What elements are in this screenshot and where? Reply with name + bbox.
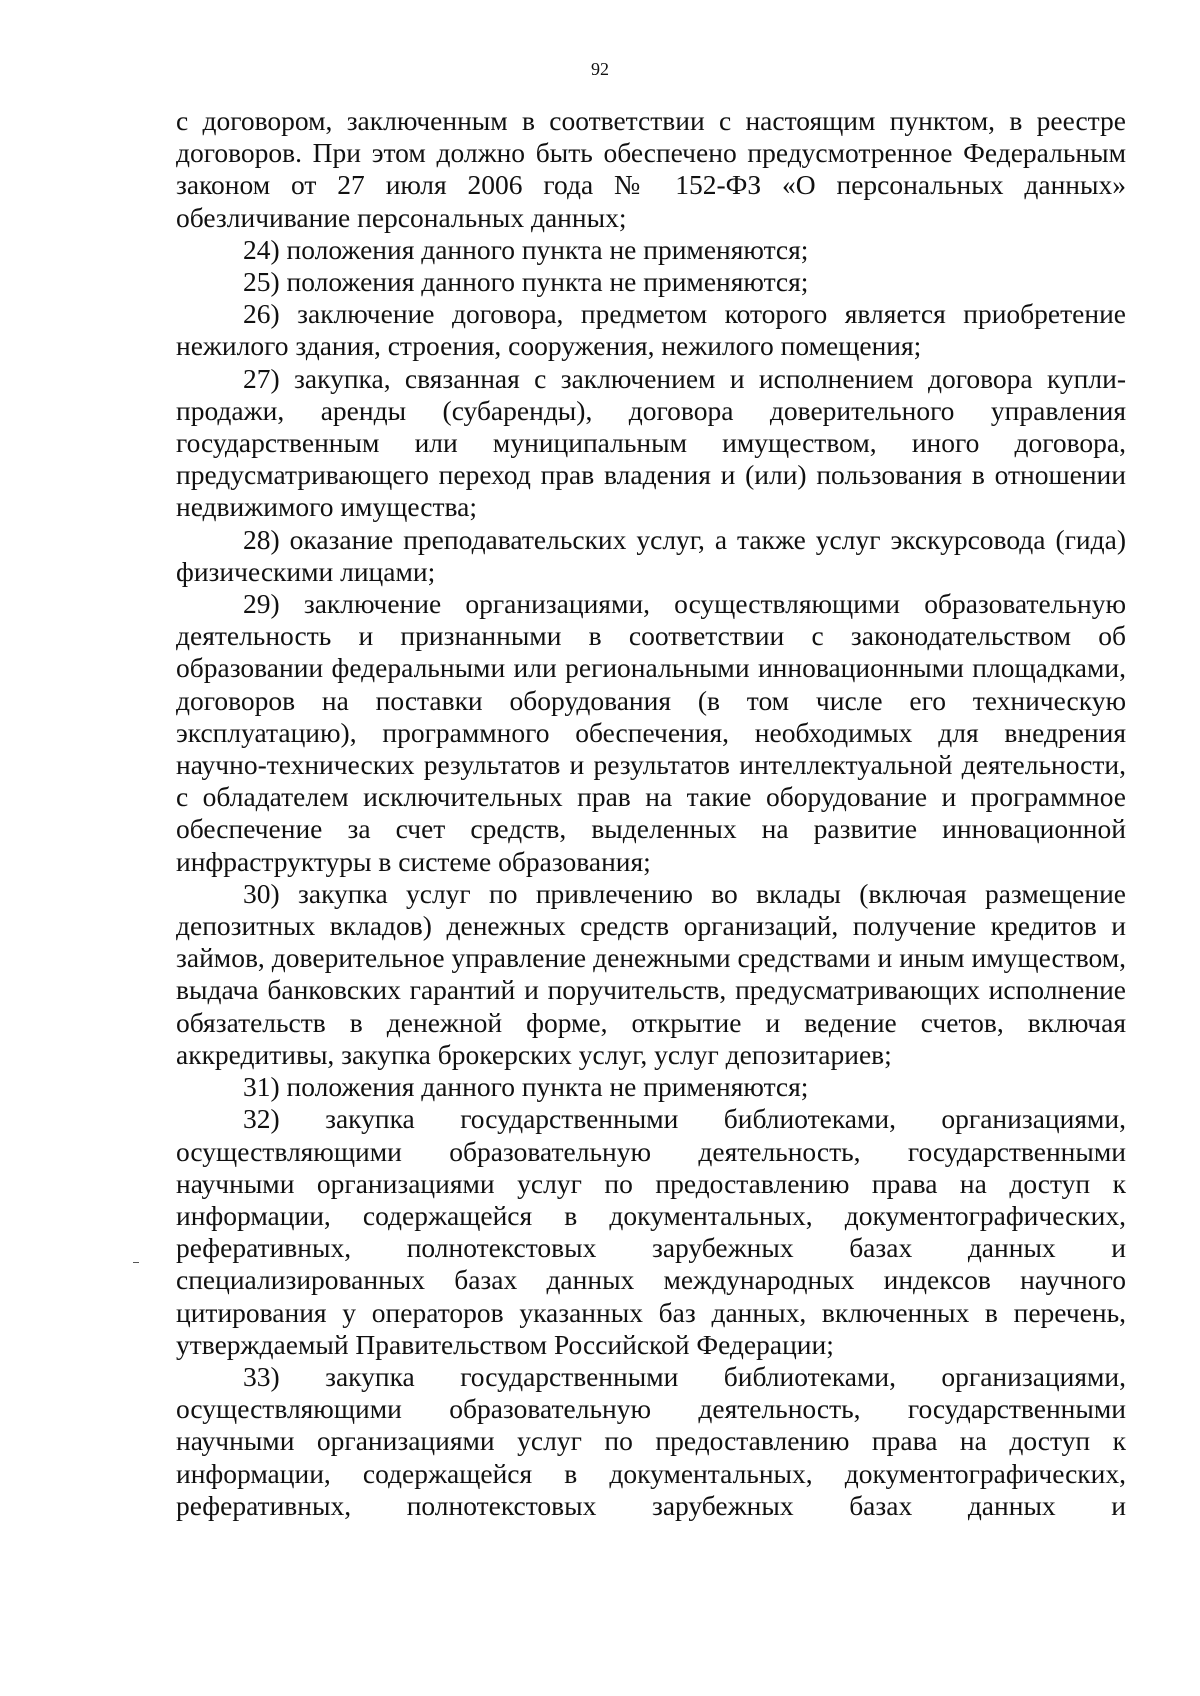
list-item-32: 32) закупка государственными библиотеками, организациями, осуществляющими образовательную деятельность, государственными научными организациями услуг по предоставлению права на доступ к информации, содержащейся в документальных, документографических, реферативных, полнотекстовых зарубежных базах данных и специализированных базах данных международных индексов научного цитирования у операторов указанных баз данных, включенных в перечень, утверждаемый Правительством Российской Федерации;: [176, 1103, 1126, 1360]
list-item-30: 30) закупка услуг по привлечению во вклады (включая размещение депозитных вкладов) денежных средств организаций, получение кредитов и займов, доверительное управление денежными средствами и иным имуществом, выдача банковских гарантий и поручительств, предусматривающих исполнение обязательств в денежной форме, открытие и ведение счетов, включая аккредитивы, закупка брокерских услуг, услуг депозитариев;: [176, 877, 1126, 1070]
list-item-29: 29) заключение организациями, осуществляющими образовательную деятельность и признанными в соответствии с законодательством об образовании федеральными или региональными инновационными площадками, договоров на поставки оборудования (в том числе его техническую эксплуатацию), программного обеспечения, необходимых для внедрения научно-технических результатов и результатов интеллектуальной деятельности, с обладателем исключительных прав на такие оборудование и программное обеспечение за счет средств, выделенных на развитие инновационной инфраструктуры в системе образования;: [176, 588, 1126, 877]
list-item-27: 27) закупка, связанная с заключением и исполнением договора купли-продажи, аренды (субаренды), договора доверительного управления государственным или муниципальным имуществом, иного договора, предусматривающего переход прав владения и (или) пользования в отношении недвижимого имущества;: [176, 362, 1126, 523]
list-item-31: 31) положения данного пункта не применяются;: [243, 1071, 809, 1103]
list-item-24: 24) положения данного пункта не применяются;: [243, 233, 809, 265]
margin-mark: [133, 1262, 139, 1263]
list-item-26: 26) заключение договора, предметом которого является приобретение нежилого здания, строения, сооружения, нежилого помещения;: [176, 298, 1126, 362]
page-number: 92: [591, 59, 609, 79]
list-item-28: 28) оказание преподавательских услуг, а также услуг экскурсовода (гида) физическими лицами;: [176, 523, 1126, 587]
paragraph-continuation: с договором, заключенным в соответствии с настоящим пунктом, в реестре договоров. При этом должно быть обеспечено предусмотренное Федеральным законом от 27 июля 2006 года № 152-ФЗ «О персональных данных» обезличивание персональных данных;: [176, 105, 1126, 233]
document-body: [176, 105, 1126, 1522]
list-item-33: 33) закупка государственными библиотеками, организациями, осуществляющими образовательную деятельность, государственными научными организациями услуг по предоставлению права на доступ к информации, содержащейся в документальных, документографических, реферативных, полнотекстовых зарубежных базах данных и: [176, 1360, 1126, 1521]
list-item-25: 25) положения данного пункта не применяются;: [243, 266, 809, 298]
